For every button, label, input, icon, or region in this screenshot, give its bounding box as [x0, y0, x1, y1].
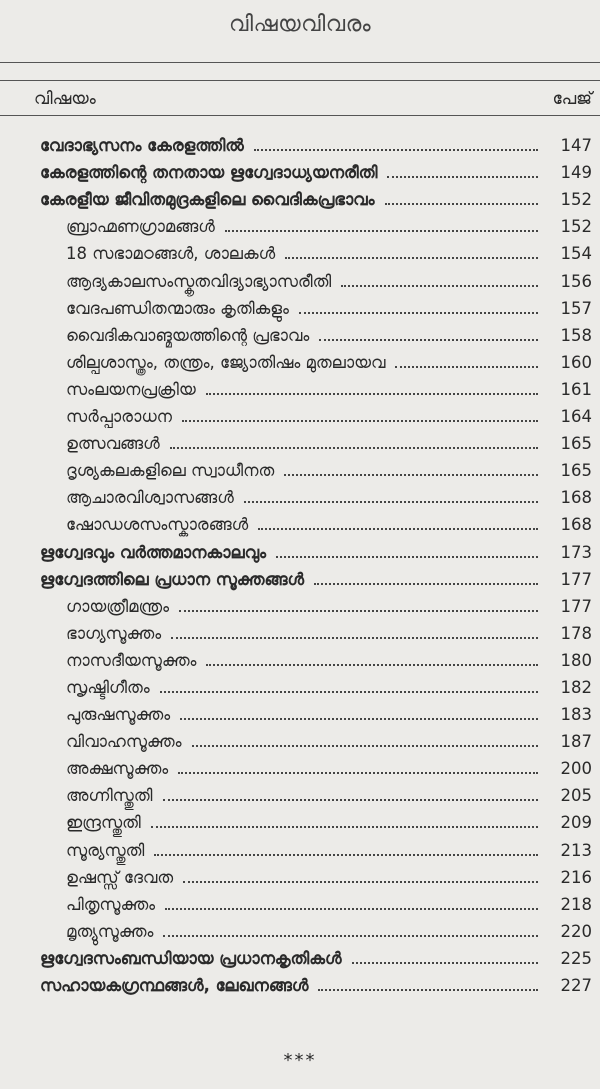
toc-entry-title: ഇന്ദ്രസ്തുതി	[66, 813, 141, 833]
dot-leader	[258, 527, 538, 530]
toc-entry-title: വിവാഹസൂക്തം	[66, 732, 182, 752]
toc-entry	[0, 618, 600, 645]
toc-entry	[0, 374, 600, 401]
toc-entry-page: 161	[560, 379, 592, 399]
toc-entry-page: 177	[560, 596, 592, 616]
dot-leader	[319, 338, 538, 341]
toc-entry-page: 165	[560, 434, 592, 454]
dot-leader	[182, 419, 538, 422]
toc-entry-page: 180	[560, 650, 592, 670]
toc-entry-title: ഉത്സവങ്ങൾ	[66, 434, 160, 454]
toc-entry-title: മൃത്യുസൂക്തം	[66, 921, 154, 941]
toc-entry-title: സർപ്പാരാധന	[66, 407, 172, 427]
toc-entry	[0, 536, 600, 563]
dot-leader	[387, 175, 538, 178]
toc-entry-title: സഹായകഗ്രന്ഥങ്ങൾ, ലേഖനങ്ങൾ	[40, 976, 309, 995]
dot-leader	[225, 229, 538, 232]
toc-entry-page: 165	[560, 461, 592, 481]
toc-entry-title: 18 സഭാമഠങ്ങൾ, ശാലകൾ	[66, 244, 276, 264]
table-of-contents	[0, 130, 600, 997]
toc-entry	[0, 401, 600, 428]
toc-entry-title: ആചാരവിശ്വാസങ്ങൾ	[66, 488, 234, 508]
toc-entry-title: നാസദീയസൂക്തം	[66, 650, 197, 670]
dot-leader	[385, 202, 538, 205]
toc-entry-page: 187	[560, 732, 592, 752]
toc-entry-page: 205	[560, 786, 592, 806]
toc-entry-title: ശില്പശാസ്ത്രം, തന്ത്രം, ജ്യോതിഷം മുതലായവ	[66, 352, 386, 372]
column-header-page: പേജ്	[552, 89, 592, 109]
toc-entry-page: 158	[560, 325, 592, 345]
toc-entry	[0, 591, 600, 618]
dot-leader	[178, 771, 538, 774]
toc-entry-page: 168	[560, 515, 592, 535]
dot-leader	[179, 609, 538, 612]
dot-leader	[183, 880, 538, 883]
toc-entry-page: 160	[560, 352, 592, 372]
toc-entry-title: പുരുഷസൂക്തം	[66, 705, 171, 725]
toc-entry	[0, 564, 600, 591]
toc-entry-page: 173	[560, 542, 592, 562]
dot-leader	[276, 555, 538, 558]
column-header	[0, 80, 600, 116]
toc-entry-title: ഭാഗ്യസൂക്തം	[66, 623, 162, 643]
toc-entry	[0, 699, 600, 726]
toc-entry-page: 218	[560, 894, 592, 914]
dot-leader	[254, 148, 538, 151]
dot-leader	[395, 365, 538, 368]
toc-entry-page: 149	[560, 163, 592, 183]
toc-entry	[0, 753, 600, 780]
toc-entry	[0, 347, 600, 374]
dot-leader	[285, 256, 538, 259]
toc-entry-page: 164	[560, 407, 592, 427]
toc-entry-page: 157	[560, 298, 592, 318]
toc-entry	[0, 320, 600, 347]
toc-entry-title: ഋഗ്വേദവും വർത്തമാനകാലവും	[40, 542, 267, 562]
toc-entry	[0, 293, 600, 320]
dot-leader	[163, 798, 539, 801]
toc-entry-title: ദൃശ്യകലകളിലെ സ്വാധീനത	[66, 461, 275, 481]
toc-entry-page: 227	[560, 976, 592, 995]
toc-entry	[0, 482, 600, 509]
toc-entry-title: സൂര്യസ്തുതി	[66, 840, 145, 860]
toc-entry-title: ഗായത്രീമന്ത്രം	[66, 596, 170, 616]
toc-entry-page: 147	[560, 136, 592, 156]
dot-leader	[206, 663, 538, 666]
toc-entry-page: 156	[560, 271, 592, 291]
toc-entry-title: കേരളീയ ജീവിതമുദ്രകളിലെ വൈദികപ്രഭാവം	[40, 190, 375, 210]
toc-entry-page: 152	[560, 190, 592, 210]
toc-entry-page: 168	[560, 488, 592, 508]
toc-entry-title: വൈദികവാങ്മയത്തിന്റെ പ്രഭാവം	[66, 325, 310, 345]
dot-leader	[314, 582, 538, 585]
dot-leader	[171, 636, 538, 639]
toc-entry-page: 183	[560, 705, 592, 725]
toc-entry-title: വേദപണ്ഡിതന്മാരും കൃതികളും	[66, 298, 289, 318]
toc-entry	[0, 238, 600, 265]
toc-entry-title: ഉഷസ്സ് ദേവത	[66, 867, 174, 887]
top-rule	[0, 62, 600, 63]
dot-leader	[180, 717, 538, 720]
toc-entry	[0, 157, 600, 184]
dot-leader	[299, 311, 538, 314]
toc-entry-page: 178	[560, 623, 592, 643]
dot-leader	[170, 446, 538, 449]
toc-entry-title: ആദ്യകാലസംസ്കൃതവിദ്യാഭ്യാസരീതി	[66, 271, 332, 291]
toc-entry	[0, 265, 600, 292]
dot-leader	[151, 825, 538, 828]
toc-entry	[0, 645, 600, 672]
toc-entry-page: 182	[560, 677, 592, 697]
toc-entry-title: അഗ്നിസ്തുതി	[66, 786, 153, 806]
toc-entry	[0, 943, 600, 970]
page-title: വിഷയവിവരം	[228, 12, 372, 37]
toc-entry	[0, 455, 600, 482]
dot-leader	[352, 961, 538, 964]
toc-entry-title: സംലയനപ്രക്രിയ	[66, 379, 196, 399]
toc-entry-page: 152	[560, 217, 592, 237]
toc-entry-title: ബ്രാഹ്മണഗ്രാമങ്ങൾ	[66, 217, 215, 237]
toc-entry-title: വേദാഭ്യസനം കേരളത്തിൽ	[40, 136, 244, 156]
dot-leader	[318, 988, 538, 991]
toc-entry	[0, 672, 600, 699]
toc-entry-page: 220	[560, 921, 592, 941]
toc-entry	[0, 834, 600, 861]
toc-entry	[0, 780, 600, 807]
toc-entry-title: സൃഷ്ടിഗീതം	[66, 677, 150, 697]
toc-entry-page: 200	[560, 759, 592, 779]
toc-entry	[0, 889, 600, 916]
dot-leader	[163, 934, 538, 937]
toc-entry-page: 209	[560, 813, 592, 833]
toc-entry-page: 177	[560, 569, 592, 589]
dot-leader	[192, 744, 539, 747]
toc-entry-title: കേരളത്തിന്റെ തനതായ ഋഗ്വേദാധ്യയനരീതി	[40, 163, 378, 183]
toc-entry-page: 216	[560, 867, 592, 887]
dot-leader	[154, 853, 538, 856]
toc-entry	[0, 184, 600, 211]
toc-entry-page: 213	[560, 840, 592, 860]
toc-entry	[0, 726, 600, 753]
column-header-topic: വിഷയം	[34, 89, 96, 109]
toc-entry	[0, 807, 600, 834]
toc-entry-title: ഋഗ്വേദത്തിലെ പ്രധാന സൂക്തങ്ങൾ	[40, 569, 305, 589]
toc-entry-title: ഷോഡശസംസ്കാരങ്ങൾ	[66, 515, 249, 535]
dot-leader	[165, 907, 538, 910]
dot-leader	[206, 392, 538, 395]
toc-entry	[0, 428, 600, 455]
toc-entry	[0, 916, 600, 943]
toc-entry	[0, 509, 600, 536]
toc-entry	[0, 211, 600, 238]
toc-entry	[0, 970, 600, 997]
toc-entry	[0, 862, 600, 889]
toc-entry-page: 225	[560, 948, 592, 968]
dot-leader	[284, 473, 538, 476]
toc-entry-title: ഋഗ്വേദസംബന്ധിയായ പ്രധാനകൃതികൾ	[40, 948, 342, 968]
toc-entry-page: 154	[560, 244, 592, 264]
toc-entry	[0, 130, 600, 157]
toc-entry-title: പിതൃസൂക്തം	[66, 894, 156, 914]
dot-leader	[341, 284, 538, 287]
end-ornament: ***	[283, 1050, 317, 1071]
dot-leader	[244, 500, 538, 503]
dot-leader	[160, 690, 538, 693]
toc-entry-title: അക്ഷസൂക്തം	[66, 759, 169, 779]
